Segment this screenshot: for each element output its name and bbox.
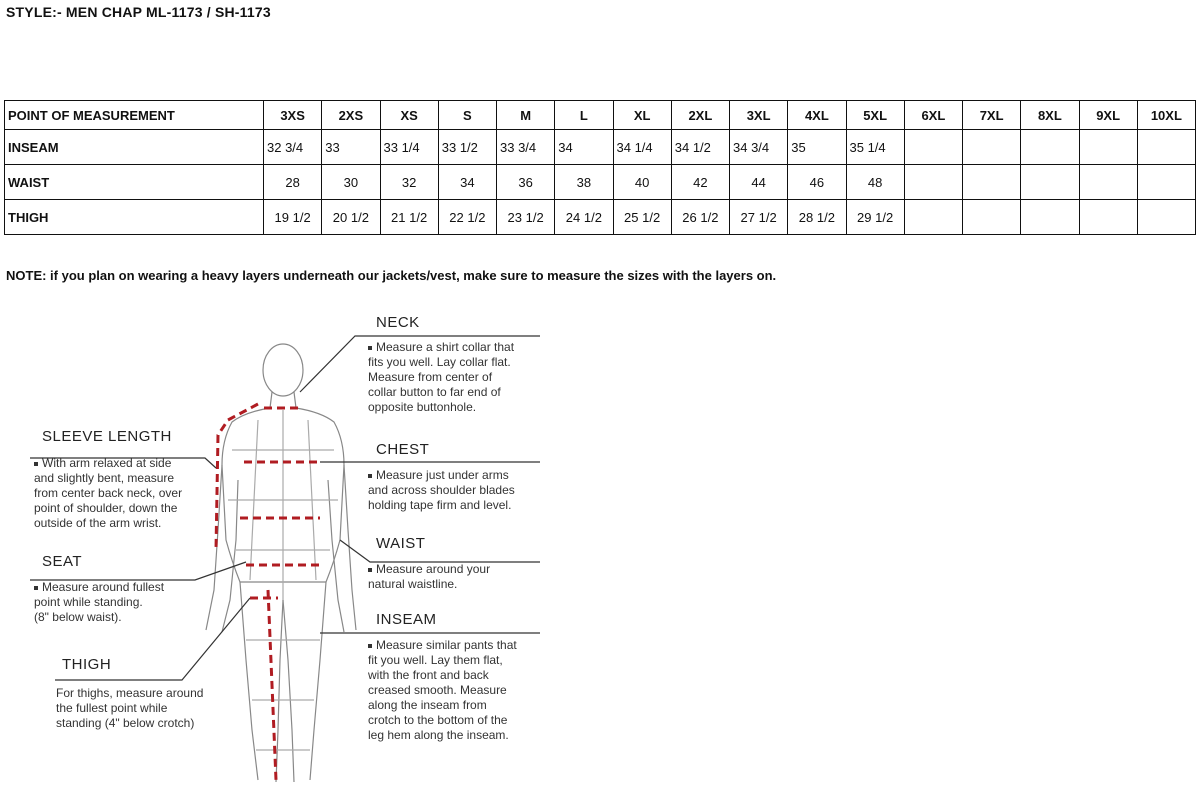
measurement-cell: 36 bbox=[497, 165, 555, 200]
size-header-cell: 3XS bbox=[264, 101, 322, 130]
measurement-cell: 34 1/2 bbox=[671, 130, 729, 165]
size-header-cell: XS bbox=[380, 101, 438, 130]
bullet-icon bbox=[368, 568, 372, 572]
size-header-cell: M bbox=[497, 101, 555, 130]
measurement-cell bbox=[904, 165, 962, 200]
size-header-cell: L bbox=[555, 101, 613, 130]
bullet-icon bbox=[34, 586, 38, 590]
size-chart-table bbox=[4, 100, 1196, 235]
header-point-of-measurement: POINT OF MEASUREMENT bbox=[5, 101, 264, 130]
table-row bbox=[5, 165, 1196, 200]
size-header-cell: 8XL bbox=[1021, 101, 1079, 130]
measurement-cell bbox=[963, 165, 1021, 200]
bullet-icon bbox=[368, 474, 372, 478]
measurement-guide bbox=[0, 300, 560, 800]
table-row bbox=[5, 200, 1196, 235]
seat-instruction-text: Measure around fullest point while standing. (8" below waist). bbox=[34, 580, 165, 624]
measurement-cell: 34 bbox=[438, 165, 496, 200]
measurement-cell: 33 1/2 bbox=[438, 130, 496, 165]
waist-heading: WAIST bbox=[376, 535, 426, 552]
size-header-cell: 5XL bbox=[846, 101, 904, 130]
measurement-cell: 21 1/2 bbox=[380, 200, 438, 235]
row-label: THIGH bbox=[5, 200, 264, 235]
size-header-cell: 9XL bbox=[1079, 101, 1137, 130]
thigh-heading: THIGH bbox=[62, 656, 112, 673]
row-label: WAIST bbox=[5, 165, 264, 200]
measurement-cell: 44 bbox=[730, 165, 788, 200]
measurement-cell: 32 3/4 bbox=[264, 130, 322, 165]
thigh-instruction-text: For thighs, measure around the fullest point while standing (4" below crotch) bbox=[56, 686, 204, 730]
measurement-cell bbox=[1021, 130, 1079, 165]
neck-heading: NECK bbox=[376, 314, 420, 331]
measurement-cell: 33 1/4 bbox=[380, 130, 438, 165]
size-header-cell: 7XL bbox=[963, 101, 1021, 130]
measurement-cell: 20 1/2 bbox=[322, 200, 380, 235]
measurement-cell: 46 bbox=[788, 165, 846, 200]
measurement-cell bbox=[963, 130, 1021, 165]
style-title: STYLE:- MEN CHAP ML-1173 / SH-1173 bbox=[6, 4, 271, 20]
size-header-cell: XL bbox=[613, 101, 671, 130]
measurement-cell: 25 1/2 bbox=[613, 200, 671, 235]
waist-instruction-text: Measure around your natural waistline. bbox=[368, 562, 491, 591]
inseam-instruction-text: Measure similar pants that fit you well. Lay them flat, with the front and back creased smooth. Measure along the inseam from crotch to the bottom of the leg hem along the inseam. bbox=[368, 638, 517, 742]
size-header-cell: 3XL bbox=[730, 101, 788, 130]
measurement-cell: 33 3/4 bbox=[497, 130, 555, 165]
sleeve-length-instruction-text: With arm relaxed at side and slightly bent, measure from center back neck, over point of shoulder, down the outside of the arm wrist. bbox=[34, 456, 183, 530]
measurement-cell: 27 1/2 bbox=[730, 200, 788, 235]
measurement-cell: 34 3/4 bbox=[730, 130, 788, 165]
table-header-row bbox=[5, 101, 1196, 130]
measurement-cell: 22 1/2 bbox=[438, 200, 496, 235]
measurement-cell bbox=[1137, 165, 1195, 200]
bullet-icon bbox=[368, 644, 372, 648]
measurement-cell bbox=[1021, 165, 1079, 200]
size-header-cell: 6XL bbox=[904, 101, 962, 130]
chest-instruction-text: Measure just under arms and across shoulder blades holding tape firm and level. bbox=[368, 468, 515, 512]
measurement-cell: 38 bbox=[555, 165, 613, 200]
measurement-cell bbox=[1137, 200, 1195, 235]
measurement-cell bbox=[963, 200, 1021, 235]
size-header-cell: 2XS bbox=[322, 101, 380, 130]
size-header-cell: S bbox=[438, 101, 496, 130]
measurement-cell: 28 1/2 bbox=[788, 200, 846, 235]
measurement-cell: 42 bbox=[671, 165, 729, 200]
measurement-cell: 19 1/2 bbox=[264, 200, 322, 235]
seat-instruction bbox=[34, 580, 204, 625]
measurement-cell: 34 1/4 bbox=[613, 130, 671, 165]
measurement-cell bbox=[1079, 130, 1137, 165]
size-header-cell: 10XL bbox=[1137, 101, 1195, 130]
measurement-cell: 34 bbox=[555, 130, 613, 165]
measurement-cell: 32 bbox=[380, 165, 438, 200]
layering-note: NOTE: if you plan on wearing a heavy layers underneath our jackets/vest, make sure to measure the sizes with the layers on. bbox=[6, 268, 777, 283]
measurement-cell: 28 bbox=[264, 165, 322, 200]
measurement-cell: 29 1/2 bbox=[846, 200, 904, 235]
seat-heading: SEAT bbox=[42, 553, 83, 570]
size-header-cell: 4XL bbox=[788, 101, 846, 130]
measurement-cell: 33 bbox=[322, 130, 380, 165]
measurement-cell: 48 bbox=[846, 165, 904, 200]
table-row bbox=[5, 130, 1196, 165]
measurement-cell: 23 1/2 bbox=[497, 200, 555, 235]
bullet-icon bbox=[34, 462, 38, 466]
measurement-cell bbox=[1079, 165, 1137, 200]
measurement-cell: 35 bbox=[788, 130, 846, 165]
measurement-cell: 24 1/2 bbox=[555, 200, 613, 235]
sleeve-length-heading: SLEEVE LENGTH bbox=[42, 428, 172, 445]
measurement-cell: 30 bbox=[322, 165, 380, 200]
size-header-cell: 2XL bbox=[671, 101, 729, 130]
chest-instruction bbox=[368, 468, 548, 513]
measurement-cell: 40 bbox=[613, 165, 671, 200]
waist-instruction bbox=[368, 562, 548, 592]
measurement-cell bbox=[1079, 200, 1137, 235]
sleeve-length-instruction bbox=[34, 456, 214, 531]
row-label: INSEAM bbox=[5, 130, 264, 165]
measurement-cell: 35 1/4 bbox=[846, 130, 904, 165]
measurement-cell bbox=[1021, 200, 1079, 235]
bullet-icon bbox=[368, 346, 372, 350]
measurement-cell bbox=[904, 200, 962, 235]
inseam-heading: INSEAM bbox=[376, 611, 437, 628]
inseam-instruction bbox=[368, 638, 548, 743]
neck-instruction-text: Measure a shirt collar that fits you well. Lay collar flat. Measure from center of collar button to far end of opposite buttonhole. bbox=[368, 340, 515, 414]
measurement-cell bbox=[904, 130, 962, 165]
measurement-cell: 26 1/2 bbox=[671, 200, 729, 235]
measurement-cell bbox=[1137, 130, 1195, 165]
chest-heading: CHEST bbox=[376, 441, 430, 458]
neck-instruction bbox=[368, 340, 548, 415]
